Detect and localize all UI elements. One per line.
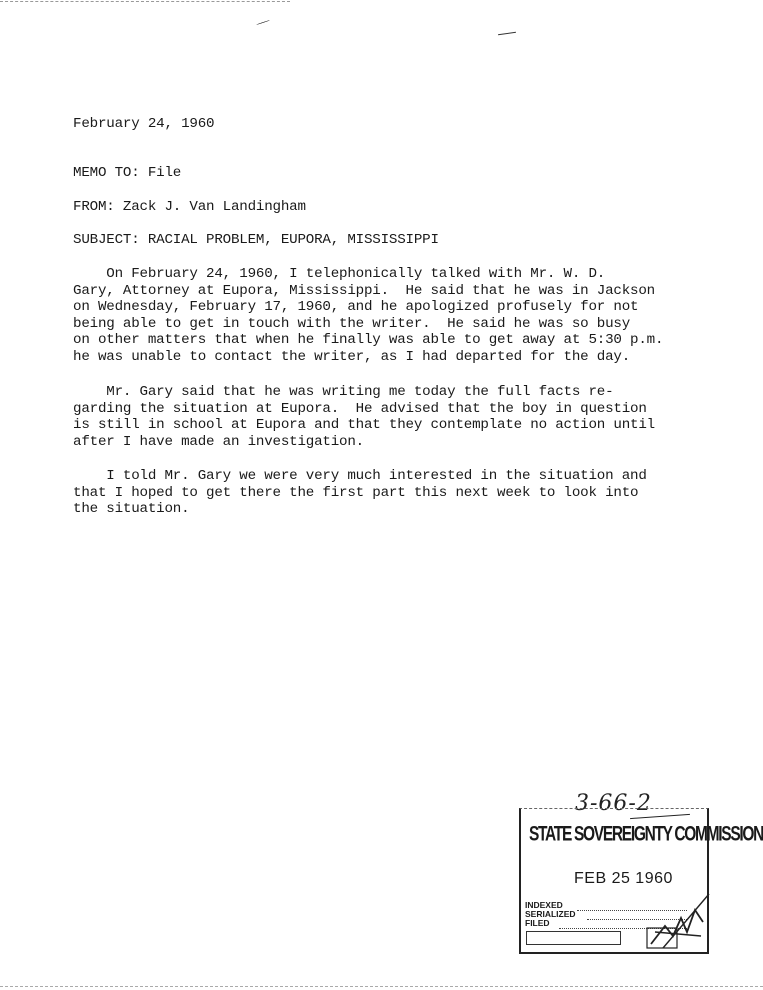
initials-scribble-icon bbox=[643, 892, 713, 952]
memo-paragraph-1: On February 24, 1960, I telephonically talked with Mr. W. D. Gary, Attorney at Eupora, Mississippi. He said that he was in Jackson on Wednesday, February 17, 1960, and he apologized profusely for not being able to get in touch with the writer. He said he was so busy on other matters that when he finally was able to get away at 5:30 p.m. he was unable to contact the writer, as I had departed for the day. bbox=[73, 266, 664, 365]
stray-mark bbox=[256, 20, 270, 25]
bottom-edge-dashes bbox=[0, 986, 763, 987]
memo-to-line: MEMO TO: File bbox=[73, 165, 182, 181]
memo-paragraph-2: Mr. Gary said that he was writing me today the full facts re- garding the situation at Eupora. He advised that the boy in question is still in school at Eupora and that they contemplate no action until after I have made an investigation. bbox=[73, 384, 655, 450]
memo-from-line: FROM: Zack J. Van Landingham bbox=[73, 199, 306, 215]
memo-subject-line: SUBJECT: RACIAL PROBLEM, EUPORA, MISSISSIPPI bbox=[73, 232, 439, 248]
top-edge-dashes bbox=[0, 1, 290, 2]
stamp-field-filed: FILED bbox=[525, 918, 550, 928]
stamp-box bbox=[526, 931, 621, 945]
memo-paragraph-3: I told Mr. Gary we were very much interested in the situation and that I hoped to get there the first part this next week to look into the situation. bbox=[73, 468, 647, 517]
stamp-received-date: FEB 25 1960 bbox=[574, 870, 673, 887]
stamp-field-serialized: SERIALIZED bbox=[525, 909, 576, 919]
memo-date: February 24, 1960 bbox=[73, 116, 215, 132]
stamp-title: STATE SOVEREIGNTY COMMISSION bbox=[529, 823, 763, 846]
stray-mark bbox=[498, 32, 516, 35]
file-number-handwritten: 3-66-2 bbox=[575, 791, 652, 816]
stamp-field-indexed: INDEXED bbox=[525, 900, 563, 910]
commission-received-stamp bbox=[519, 808, 763, 954]
